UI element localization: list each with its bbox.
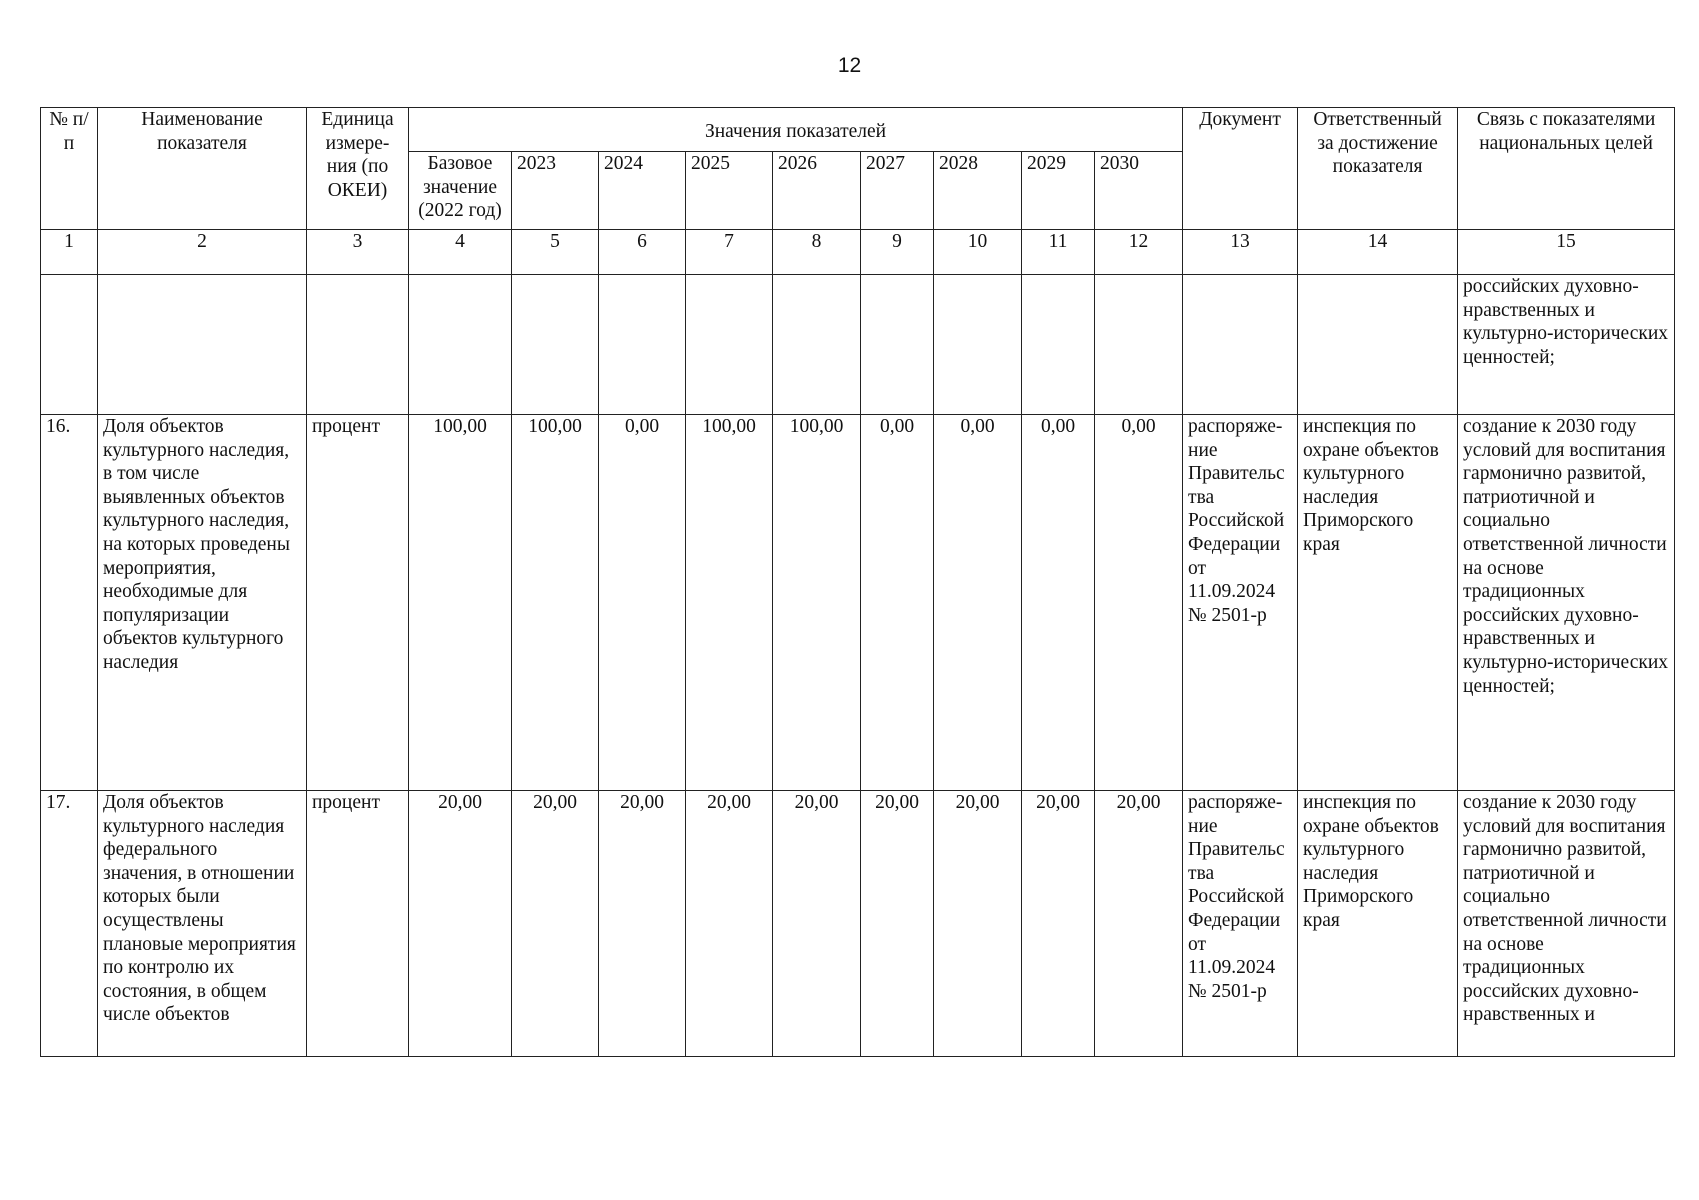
- header-row-1: [41, 108, 1675, 152]
- header-year: 2030: [1095, 152, 1183, 230]
- column-number: 6: [599, 230, 686, 275]
- column-number: 3: [307, 230, 409, 275]
- header-responsible: Ответственный за достижение показателя: [1298, 108, 1458, 230]
- column-number: 10: [934, 230, 1022, 275]
- value-2029: 0,00: [1022, 415, 1095, 791]
- document: распоряже-ние Правительс тва Российской Федерации от 11.09.2024 № 2501-р: [1183, 791, 1298, 1057]
- value-2028: 20,00: [934, 791, 1022, 1057]
- value-2024: 20,00: [599, 791, 686, 1057]
- national-goals-link: создание к 2030 году условий для воспитания гармонично развитой, патриотичной и социально ответственной личности на основе традиционных российских духовно-нравственных и: [1458, 791, 1675, 1057]
- column-number: 1: [41, 230, 98, 275]
- row-number: 17.: [41, 791, 98, 1057]
- header-year: 2025: [686, 152, 773, 230]
- indicator-name: Доля объектов культурного наследия, в том числе выявленных объектов культурного наследия, на которых проведены мероприятия, необходимые для популяризации объектов культурного наследия: [98, 415, 307, 791]
- header-unit: Единица измере-ния (по ОКЕИ): [307, 108, 409, 230]
- value-2030: 20,00: [1095, 791, 1183, 1057]
- header-name: Наименование показателя: [98, 108, 307, 230]
- value-2023: 100,00: [512, 415, 599, 791]
- value-2026: 100,00: [773, 415, 861, 791]
- row-number: 16.: [41, 415, 98, 791]
- table-row: [41, 415, 1675, 791]
- national-goals-link: создание к 2030 году условий для воспитания гармонично развитой, патриотичной и социально ответственной личности на основе традиционных российских духовно-нравственных и культурно-исторических ценностей;: [1458, 415, 1675, 791]
- column-number: 15: [1458, 230, 1675, 275]
- value-2028: 0,00: [934, 415, 1022, 791]
- column-number: 5: [512, 230, 599, 275]
- responsible: инспекция по охране объектов культурного наследия Приморского края: [1298, 791, 1458, 1057]
- indicators-table: [40, 107, 1675, 1057]
- column-number: 7: [686, 230, 773, 275]
- header-national-goals-link: Связь с показателями национальных целей: [1458, 108, 1675, 230]
- header-year: 2023: [512, 152, 599, 230]
- value-2025: 100,00: [686, 415, 773, 791]
- indicator-name: Доля объектов культурного наследия федерального значения, в отношении которых были осуществлены плановые мероприятия по контролю их состояния, в общем числе объектов: [98, 791, 307, 1057]
- value-2027: 20,00: [861, 791, 934, 1057]
- value-2026: 20,00: [773, 791, 861, 1057]
- header-base-value: Базовое значение (2022 год): [409, 152, 512, 230]
- column-number: 8: [773, 230, 861, 275]
- value-2024: 0,00: [599, 415, 686, 791]
- header-year: 2024: [599, 152, 686, 230]
- value-2025: 20,00: [686, 791, 773, 1057]
- value-base: 20,00: [409, 791, 512, 1057]
- column-number: 11: [1022, 230, 1095, 275]
- column-number: 2: [98, 230, 307, 275]
- column-number: 4: [409, 230, 512, 275]
- unit: процент: [307, 791, 409, 1057]
- column-numbers-row: [41, 230, 1675, 275]
- header-year: 2027: [861, 152, 934, 230]
- header-num: № п/п: [41, 108, 98, 230]
- column-number: 9: [861, 230, 934, 275]
- value-2030: 0,00: [1095, 415, 1183, 791]
- value-base: 100,00: [409, 415, 512, 791]
- table-row: [41, 791, 1675, 1057]
- column-number: 12: [1095, 230, 1183, 275]
- header-year: 2029: [1022, 152, 1095, 230]
- page-number: 12: [837, 54, 862, 77]
- value-2023: 20,00: [512, 791, 599, 1057]
- unit: процент: [307, 415, 409, 791]
- continuation-link-text: российских духовно-нравственных и культурно-исторических ценностей;: [1458, 275, 1675, 415]
- header-year: 2028: [934, 152, 1022, 230]
- header-values-group: Значения показателей: [409, 108, 1183, 152]
- header-year: 2026: [773, 152, 861, 230]
- column-number: 14: [1298, 230, 1458, 275]
- responsible: инспекция по охране объектов культурного наследия Приморского края: [1298, 415, 1458, 791]
- continuation-row: [41, 275, 1675, 415]
- document: распоряже-ние Правительс тва Российской Федерации от 11.09.2024 № 2501-р: [1183, 415, 1298, 791]
- value-2029: 20,00: [1022, 791, 1095, 1057]
- value-2027: 0,00: [861, 415, 934, 791]
- header-document: Документ: [1183, 108, 1298, 230]
- column-number: 13: [1183, 230, 1298, 275]
